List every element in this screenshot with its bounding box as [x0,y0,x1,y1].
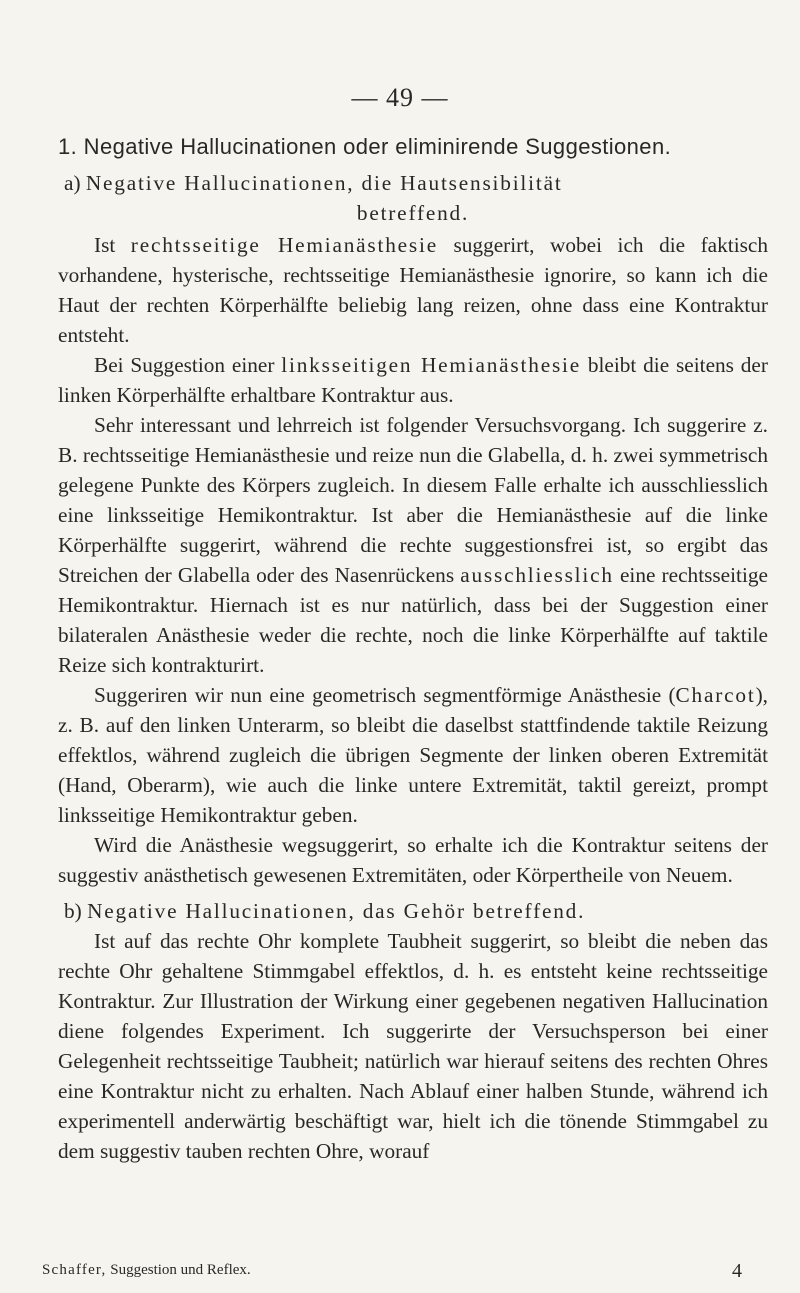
emphasis: Charcot [675,683,756,707]
paragraph: Wird die Anästhesie wegsuggerirt, so erhalte ich die Kontraktur seitens der suggestiv anästhetisch gewesenen Extremitäten, oder Körpertheile von Neuem. [58,833,768,887]
paragraph: Suggeriren wir nun eine geometrisch segmentförmige Anästhesie (Charcot), z. B. auf den linken Unterarm, so bleibt die daselbst stattfindende taktile Reizung effektlos, während zugleich die übrigen Segmente der linken oberen Extremität (Hand, Oberarm), wie auch die linke untere Extremität, taktil gereizt, prompt linksseitige Hemikontraktur geben. [58,683,768,827]
subsection-b-heading [58,896,768,926]
emphasis: ausschliesslich [460,563,614,587]
emphasis: linksseitigen Hemianästhesie [281,353,581,377]
page-number: — 49 — [351,83,449,112]
subsection-a-title-cont: betreffend. [356,201,470,225]
section-title: 1. Negative Hallucinationen oder eliminirende Suggestionen. [58,134,672,159]
footer-book-title: Suggestion und Reflex. [106,1262,251,1278]
subsection-a-heading [58,168,768,228]
footer-signature: Schaffer, [42,1262,107,1278]
paragraph: Sehr interessant und lehrreich ist folgender Versuchsvorgang. Ich suggerire z. B. rechtsseitige Hemianästhesie und reize nun die Glabella, d. h. zwei symmetrisch gelegene Punkte des Körpers zugleich. In diesem Falle erhalte ich ausschliesslich eine linksseitige Hemikontraktur. Ist aber die Hemianästhesie auf die linke Körperhälfte suggerirt, während die rechte suggestionsfrei ist, so ergibt das Streichen der Glabella oder des Nasenrückens ausschliesslich eine rechtsseitige Hemikontraktur. Hiernach ist es nur natürlich, dass bei der Suggestion einer bilateralen Anästhesie weder die rechte, noch die linke Körperhälfte auf taktile Reize sich kontrakturirt. [58,413,768,677]
paragraph: Ist auf das rechte Ohr komplete Taubheit suggerirt, so bleibt die neben das rechte Ohr gehaltene Stimmgabel effektlos, d. h. es entsteht keine rechtsseitige Kontraktur. Zur Illustration der Wirkung einer gegebenen negativen Hallucination diene folgendes Experiment. Ich suggerirte der Versuchsperson bei einer Gelegenheit rechtsseitige Taubheit; natürlich war hierauf seitens des rechten Ohres eine Kontraktur nicht zu erhalten. Nach Ablauf einer halben Stunde, während ich experimentell anderwärtig beschäftigt war, hielt ich die tönende Stimmgabel zu dem suggestiv tauben rechten Ohre, worauf [58,929,768,1163]
subsection-b-title: Negative Hallucinationen, das Gehör betreffend. [87,899,586,923]
sheet-number: 4 [732,1260,742,1282]
paragraph: Bei Suggestion einer linksseitigen Hemianästhesie bleibt die seitens der linken Körperhälfte erhaltbare Kontraktur aus. [58,353,768,407]
subsection-a-title: Negative Hallucinationen, die Hautsensibilität [85,171,563,195]
page-body [58,130,768,1166]
subsection-b-label: b) [64,899,82,923]
subsection-a-label: a) [64,171,81,195]
paragraph: Ist rechtsseitige Hemianästhesie suggerirt, wobei ich die faktisch vorhandene, hysterische, rechtsseitige Hemianästhesie ignorire, so kann ich die Haut der rechten Körperhälfte beliebig lang reizen, ohne dass eine Kontraktur entsteht. [58,233,769,347]
emphasis: rechtsseitige Hemianästhesie [130,233,438,257]
page-footer [42,1260,742,1282]
